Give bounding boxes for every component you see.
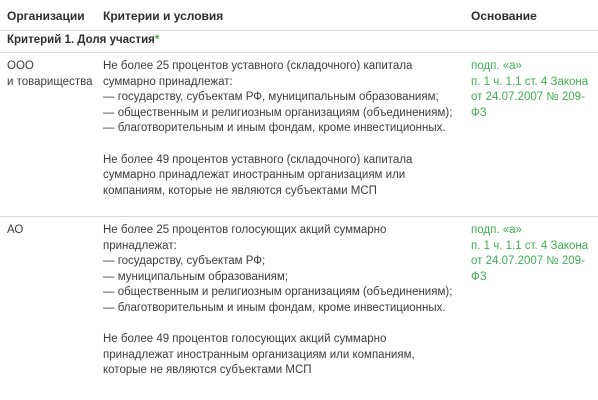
criteria-line: Не более 25 процентов голосующих акций суммарно <box>103 224 387 236</box>
criteria-line: принадлежат иностранным организациям или компаниям, <box>103 348 415 361</box>
section-title <box>7 34 159 46</box>
criteria-line: которые не являются субъектами МСП <box>103 364 312 377</box>
criteria-line: Не более 49 процентов голосующих акций суммарно <box>103 333 387 346</box>
criteria-spacer <box>103 137 465 153</box>
criteria-line: — общественным и религиозным организациям (объединениям); <box>103 286 453 299</box>
criteria-line: компаниям, которые не являются субъектами МСП <box>103 184 377 197</box>
criteria-line: Не более 25 процентов уставного (складочного) капитала <box>103 60 413 72</box>
criteria-line: Не более 49 процентов уставного (складочного) капитала <box>103 153 413 166</box>
criteria-line: — общественным и религиозным организациям (объединениям); <box>103 106 453 119</box>
criteria-cell <box>103 59 465 199</box>
section-heading-row <box>0 30 598 53</box>
criteria-line: — муниципальным образованиям; <box>103 270 288 283</box>
column-header-criteria: Критерии и условия <box>103 9 224 23</box>
criteria-line: — государству, субъектам РФ, муниципальным образованиям; <box>103 91 439 104</box>
criteria-line: суммарно принадлежат иностранным организациям или <box>103 169 406 182</box>
column-header-organizations: Организации <box>7 9 85 23</box>
column-header-basis: Основание <box>471 9 537 23</box>
criteria-line: — государству, субъектам РФ; <box>103 255 266 268</box>
table-row <box>0 53 598 217</box>
criteria-line: — благотворительным и иным фондам, кроме инвестиционных. <box>103 122 446 135</box>
table-row <box>0 217 598 400</box>
criteria-line: принадлежат: <box>103 239 177 252</box>
criteria-line: суммарно принадлежат: <box>103 75 233 88</box>
criteria-line: — благотворительным и иным фондам, кроме инвестиционных. <box>103 301 446 314</box>
criteria-cell <box>103 223 465 379</box>
section-title-text: Критерий 1. Доля участия <box>7 34 155 46</box>
footnote-marker: * <box>154 34 160 46</box>
basis-link[interactable]: подп. «а» п. 1 ч. 1.1 ст. 4 Закона от 24.07.2007 № 209- ФЗ <box>471 224 589 283</box>
organization-cell: ООО и товарищества <box>7 60 93 88</box>
organization-cell: АО <box>7 224 24 236</box>
basis-link[interactable]: подп. «а» п. 1 ч. 1.1 ст. 4 Закона от 24.07.2007 № 209- ФЗ <box>471 60 589 119</box>
criteria-spacer <box>103 317 465 333</box>
table-header <box>0 0 598 31</box>
